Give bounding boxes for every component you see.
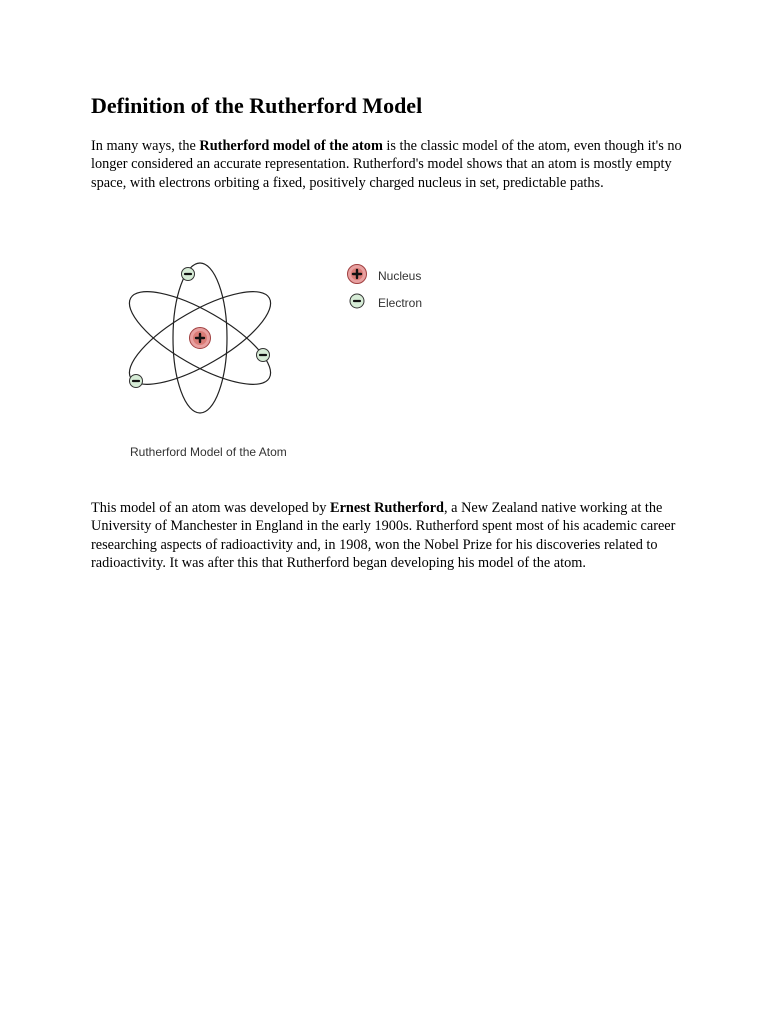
legend-electron-icon: [350, 294, 364, 308]
intro-text-start: In many ways, the: [91, 138, 200, 154]
intro-paragraph: [91, 137, 691, 192]
legend-electron-label: Electron: [378, 296, 423, 310]
electron-icon-top: [182, 268, 195, 281]
history-paragraph: [91, 499, 691, 572]
legend-nucleus-label: Nucleus: [378, 269, 422, 283]
electron-icon-right: [257, 349, 270, 362]
page-title: Definition of the Rutherford Model: [91, 93, 423, 118]
history-text-end: , a New Zealand native working at the University of Manchester in England in the early 1900s. Rutherford spent most of his academic career researching aspects of radioactivity and, in 1908, won the Nobel Prize for his discoveries related to radioactivity. It was after this that Rutherford began developing his model of the atom.: [91, 500, 676, 571]
figure-caption: Rutherford Model of the Atom: [130, 445, 287, 459]
intro-bold-term: Rutherford model of the atom: [199, 138, 383, 154]
electron-icon-left: [130, 375, 143, 388]
nucleus-icon: [190, 328, 211, 349]
legend-nucleus-icon: [348, 265, 367, 284]
history-text-start: This model of an atom was developed by: [91, 500, 331, 516]
atom-diagram-figure: [110, 250, 450, 470]
history-bold-name: Ernest Rutherford: [330, 500, 444, 516]
atom-diagram: [110, 250, 450, 470]
intro-text-end: is the classic model of the atom, even though it's no longer considered an accurate representation. Rutherford's model shows that an atom is mostly empty space, with electrons orbiting a fixed, positively charged nucleus in set, predictable paths.: [91, 138, 682, 191]
